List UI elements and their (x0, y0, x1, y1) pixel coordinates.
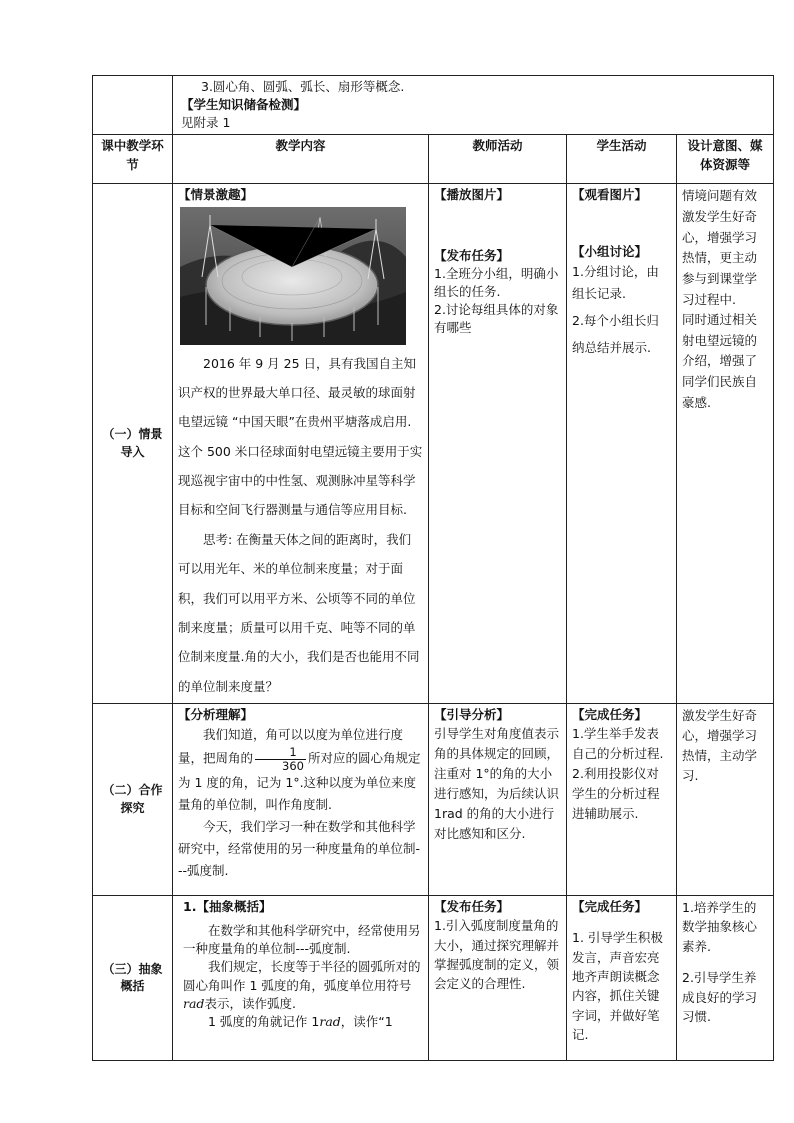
abstract-student-cell (567, 896, 677, 1061)
abstract-design-text-2: 2.引导学生养成良好的学习习惯. (682, 970, 758, 1024)
abstract-teacher-title: 【发布任务】 (434, 899, 510, 914)
intro-student-title-2: 【小组讨论】 (572, 243, 648, 259)
explore-para-1-after: 所对应的圆心角规定为 1 度的角，记为 1°.这种以度为单位来度量角的单位制，叫作角度制. (178, 750, 421, 813)
abstract-student-text: 1. 引导学生积极发言，声音宏亮地齐声朗读概念内容，抓住关键字词，并做好笔记. (572, 930, 663, 1042)
abstract-summary-row (93, 896, 774, 1061)
cooperative-explore-row (93, 704, 774, 896)
rad-symbol-2: rad (319, 1013, 341, 1029)
intro-student-title-1: 【观看图片】 (572, 187, 648, 203)
prior-knowledge-row (93, 76, 774, 135)
header-stage: 课中教学环节 (93, 135, 173, 184)
explore-design-text: 激发学生好奇心，增强学习热情，主动学习. (682, 708, 758, 783)
check-title: 【学生知识储备检测】 (181, 97, 307, 113)
rad-symbol: rad (183, 995, 205, 1011)
abstract-design-text-1: 1.培养学生的数学抽象核心素养. (682, 900, 758, 954)
intro-design-cell (677, 184, 774, 704)
fraction-denominator: 360 (282, 758, 304, 773)
one-over-360-fraction (255, 746, 306, 772)
explore-para-1-before: 我们知道，角可以以度为单位进行度量，把周角的 (178, 727, 404, 766)
radio-telescope-photo (180, 207, 406, 345)
abstract-para-2 (183, 958, 423, 1012)
abstract-content-cell (173, 896, 429, 1061)
abstract-teacher-cell (429, 896, 567, 1061)
abstract-teacher-text: 1.引入弧度制度量角的大小，通过探究理解并掌握弧度制的定义，领会定义的合理性. (434, 918, 560, 992)
explore-teacher-cell (429, 704, 567, 896)
intro-para-1: 2016 年 9 月 25 日，具有我国自主知识产权的世界最大单口径、最灵敏的球面射电望远镜 “中国天眼”在贵州平塘落成启用.这个 500 米口径球面射电望远镜主要用于实现巡视宇宙中的中性氢、观测脉冲星等科学目标和空间飞行器测量与通信等应用目标. (178, 355, 423, 518)
explore-para-1 (178, 724, 423, 816)
header-content: 教学内容 (173, 135, 429, 184)
header-teacher: 教师活动 (429, 135, 567, 184)
intro-teacher-title-1: 【播放图片】 (434, 187, 510, 203)
intro-content-cell (173, 184, 429, 704)
explore-design-cell (677, 704, 774, 896)
intro-teacher-text: 1.全班分小组，明确小组长的任务. 2.讨论每组具体的对象有哪些 (434, 265, 559, 335)
lesson-plan-table (92, 75, 774, 1061)
explore-student-title: 【完成任务】 (572, 707, 648, 722)
explore-content-title: 【分析理解】 (178, 707, 254, 722)
prior-knowledge-cell (173, 76, 774, 135)
explore-teacher-text: 引导学生对角度值表示角的具体规定的回顾，注重对 1°的角的大小进行感知，为后续认识 1rad 的角的大小进行对比感知和区分. (434, 726, 560, 842)
header-student: 学生活动 (567, 135, 677, 184)
abstract-student-title: 【完成任务】 (572, 899, 648, 914)
stage-intro: （一）情景导入 (93, 184, 173, 704)
intro-content-title: 【情景激趣】 (178, 187, 254, 203)
intro-teacher-cell (429, 184, 567, 704)
abstract-para-3 (183, 1013, 423, 1031)
fraction-numerator: 1 (255, 746, 306, 760)
concepts-line: 3.圆心角、圆弧、弧长、扇形等概念. (201, 79, 405, 94)
intro-teacher-title-2: 【发布任务】 (434, 247, 510, 263)
check-text: 见附录 1 (181, 115, 231, 131)
abstract-content-title: 1.【抽象概括】 (183, 899, 272, 914)
intro-design-text: 情境问题有效激发学生好奇心，增强学习热情，更主动参与到课堂学习过程中. 同时通过相关射电望远镜的介绍，增强了同学们民族自豪感. (682, 188, 758, 410)
header-design: 设计意图、媒体资源等 (677, 135, 774, 184)
abstract-para-2-before: 我们规定，长度等于半径的圆弧所对的圆心角叫作 1 弧度的角，弧度单位用符号 (183, 959, 421, 993)
empty-stage-cell (93, 76, 173, 135)
intro-student-cell (567, 184, 677, 704)
explore-content-cell (173, 704, 429, 896)
abstract-para-3-after: ，读作“1 (340, 1013, 393, 1029)
explore-teacher-title: 【引导分析】 (434, 707, 510, 722)
abstract-para-2-after: 表示，读作弧度. (204, 995, 296, 1011)
situation-intro-row (93, 184, 774, 704)
explore-student-cell (567, 704, 677, 896)
intro-student-text-2: 2.每个小组长归纳总结并展示. (572, 313, 659, 355)
intro-student-text-1: 1.分组讨论，由组长记录. (572, 263, 659, 301)
abstract-para-1: 在数学和其他科学研究中，经常使用另一种度量角的单位制---弧度制. (183, 923, 421, 957)
abstract-para-3-before: 1 弧度的角就记作 1 (208, 1013, 320, 1029)
stage-explore: （二）合作探究 (93, 704, 173, 896)
intro-para-2: 思考: 在衡量天体之间的距离时，我们可以用光年、米的单位制来度量；对于面积，我们可以用平方米、公顷等不同的单位制来度量；质量可以用千克、吨等不同的单位制来度量.角的大小，我们是否也能用不同的单位制来度量？ (178, 531, 420, 694)
abstract-design-cell (677, 896, 774, 1061)
explore-student-text: 1.学生举手发表自己的分析过程. 2.利用投影仪对学生的分析过程进辅助展示. (572, 726, 664, 822)
explore-para-2: 今天，我们学习一种在数学和其他科学研究中，经常使用的另一种度量角的单位制---弧度制. (178, 819, 421, 878)
stage-abstract: （三）抽象概括 (93, 896, 173, 1061)
header-row (93, 135, 774, 184)
